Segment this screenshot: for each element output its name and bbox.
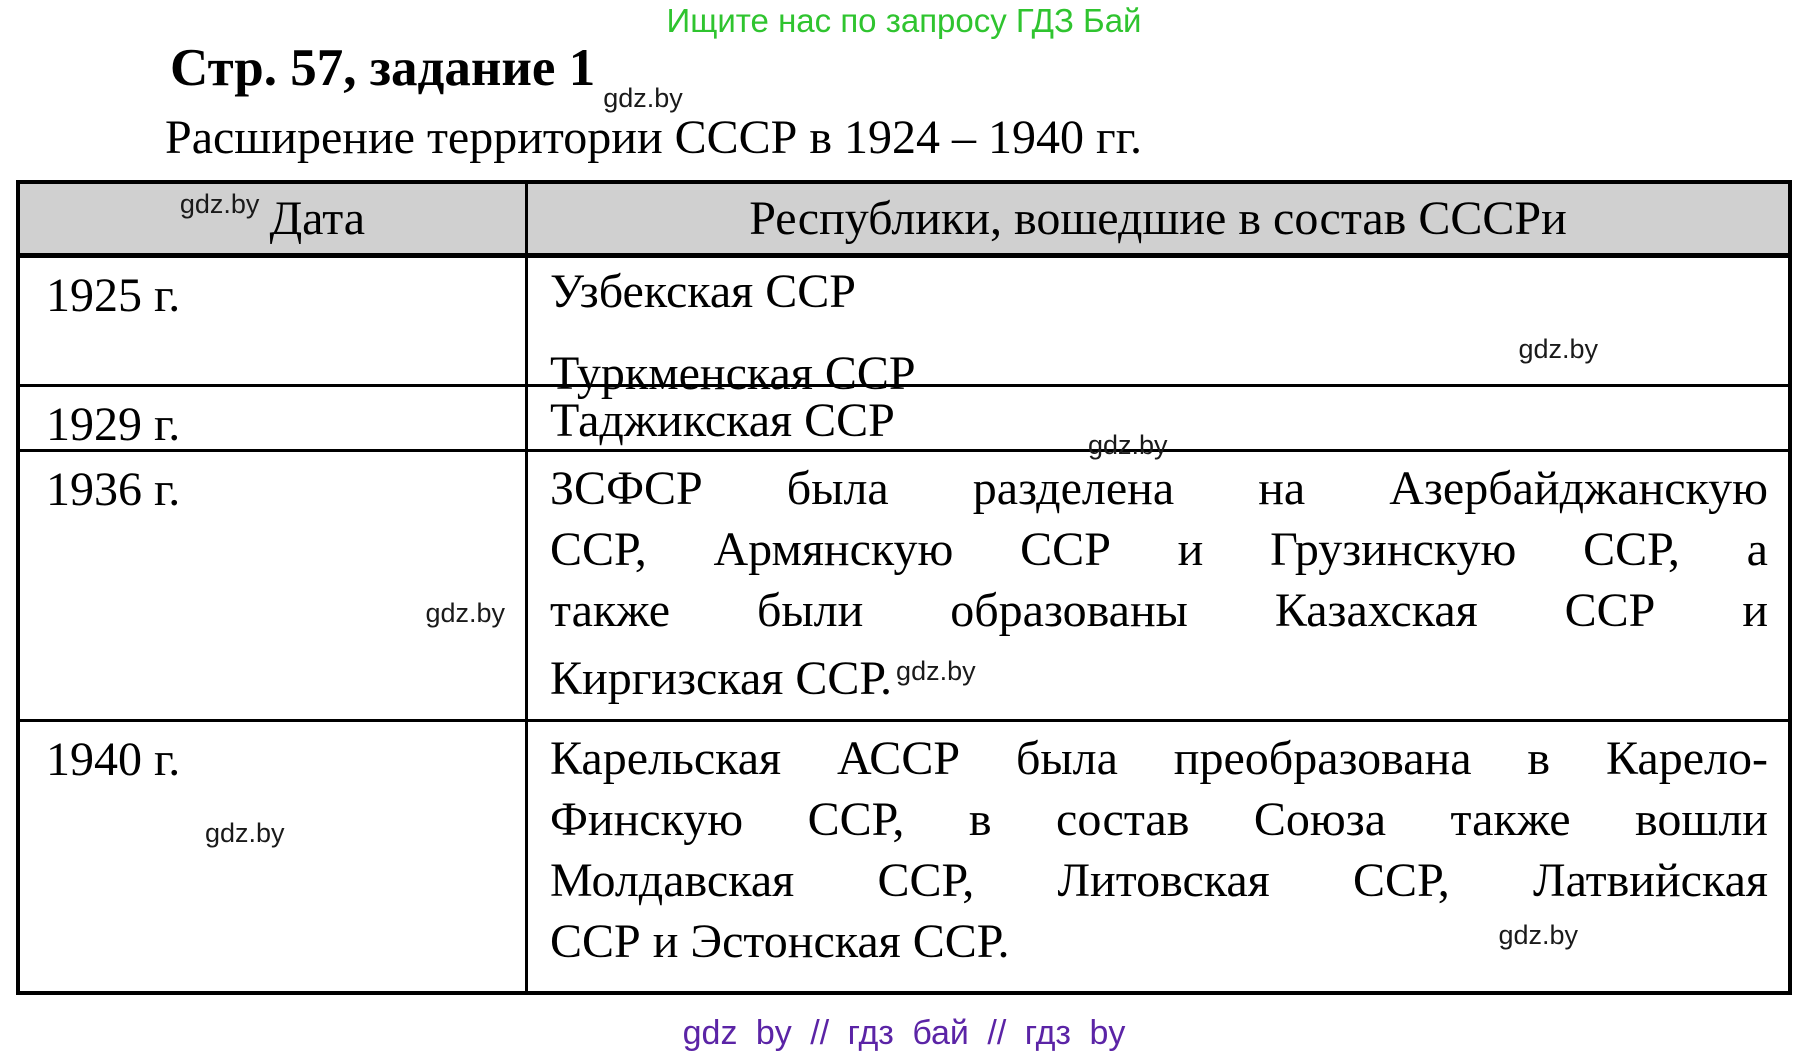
table-text-line: Узбекская ССР xyxy=(550,265,856,318)
header-republics-label: Республики, вошедшие в состав СССРи xyxy=(749,192,1567,245)
footer-watermark-line: gdz by // гдз бай // гдз by xyxy=(682,1014,1126,1052)
header-cell-date xyxy=(20,184,528,258)
header-date-label: Дата xyxy=(269,192,366,245)
watermark-gdzby: gdz.by xyxy=(1498,920,1578,950)
table-text-line: Таджикская ССР xyxy=(550,394,895,447)
date-cell-1940 xyxy=(20,722,528,991)
date-cell-1936 xyxy=(20,452,528,722)
watermark-gdzby: gdz.by xyxy=(896,656,976,686)
watermark-gdzby: gdz.by xyxy=(1088,430,1168,460)
watermark-gdzby: gdz.by xyxy=(425,598,505,628)
table-text-line xyxy=(550,641,1768,709)
republics-cell-1936 xyxy=(528,452,1788,722)
date-label: 1936 г. xyxy=(46,463,181,516)
table-text-line: ССР, Армянскую ССР и Грузинскую ССР, а xyxy=(550,523,1768,576)
page-title xyxy=(170,38,683,113)
date-cell-1929 xyxy=(20,387,528,452)
republics-cell-1925 xyxy=(528,258,1788,400)
date-label: 1929 г. xyxy=(46,398,181,451)
table-text-line: ЗСФСР была разделена на Азербайджанскую xyxy=(550,462,1768,515)
republics-cell-1929 xyxy=(528,387,1788,460)
table-text: ССР и Эстонская ССР. xyxy=(550,915,1010,968)
date-label: 1940 г. xyxy=(46,733,181,786)
table-text-line: Туркменская ССР xyxy=(550,347,916,400)
watermark-gdzby: gdz.by xyxy=(1518,334,1598,364)
page-subtitle: Расширение территории СССР в 1924 – 1940 гг. xyxy=(165,111,1142,164)
table-text-line: Карельская АССР была преобразована в Карело- xyxy=(550,732,1768,785)
watermark-gdzby: gdz.by xyxy=(603,83,683,113)
table-text-line: также были образованы Казахская ССР и xyxy=(550,584,1768,637)
ussr-expansion-table xyxy=(16,180,1792,995)
date-label: 1925 г. xyxy=(46,269,181,322)
promo-banner: Ищите нас по запросу ГДЗ Бай xyxy=(666,2,1142,39)
table-text-line: Финскую ССР, в состав Союза также вошли xyxy=(550,793,1768,846)
watermark-gdzby: gdz.by xyxy=(205,818,285,848)
table-text: Киргизская ССР. xyxy=(550,652,893,705)
page-title-text: Стр. 57, задание 1 xyxy=(170,39,596,97)
header-cell-republics xyxy=(528,184,1788,258)
republics-cell-1940 xyxy=(528,722,1788,991)
watermark-gdzby: gdz.by xyxy=(179,189,260,219)
table-text-line xyxy=(550,911,1768,972)
date-cell-1925 xyxy=(20,258,528,387)
table-text-line: Молдавская ССР, Литовская ССР, Латвийская xyxy=(550,854,1768,907)
